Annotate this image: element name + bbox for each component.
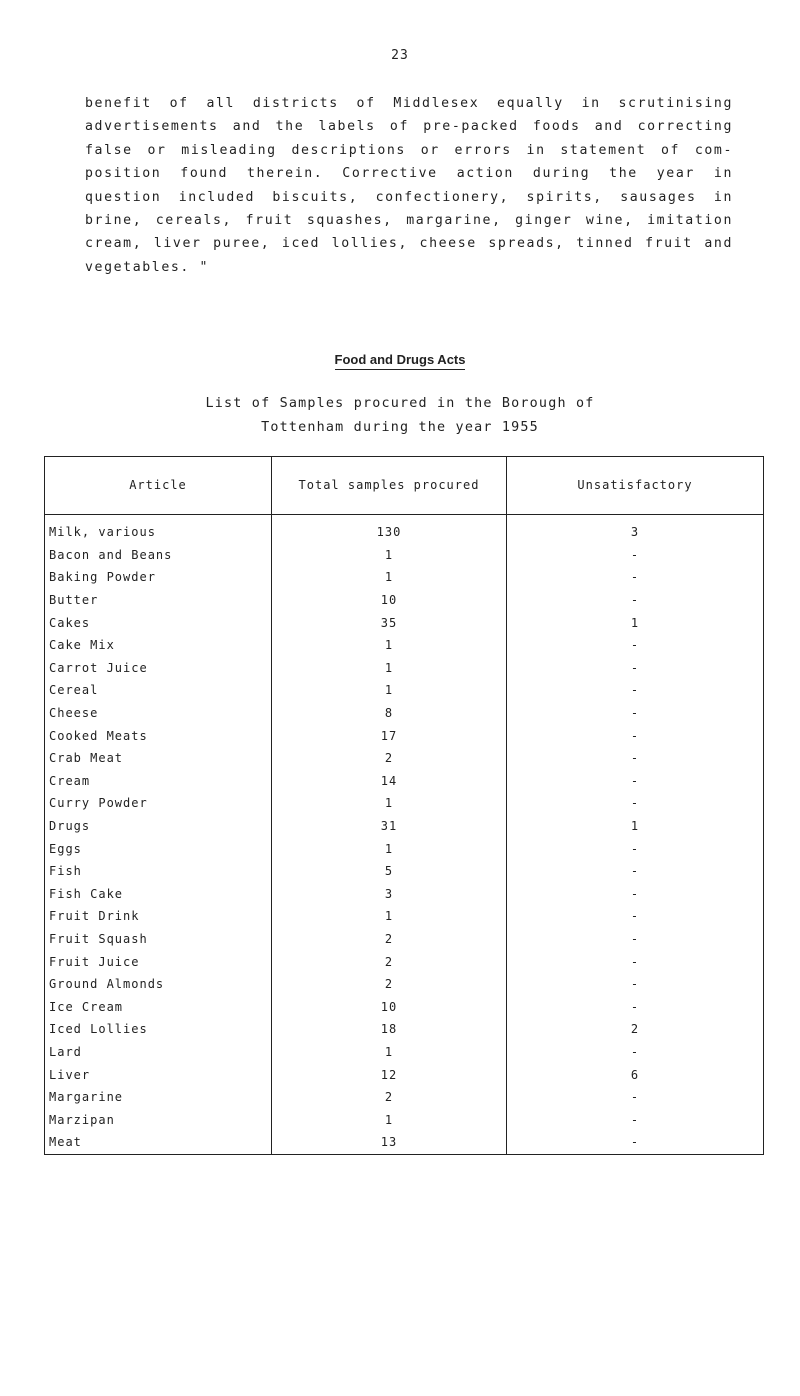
table-header-row <box>45 457 764 515</box>
article-cell: Ground Almonds <box>45 973 272 996</box>
total-samples-cell: 2 <box>272 747 507 770</box>
unsatisfactory-cell: 3 <box>507 515 764 544</box>
article-cell: Drugs <box>45 815 272 838</box>
unsatisfactory-cell: - <box>507 634 764 657</box>
article-cell: Lard <box>45 1041 272 1064</box>
unsatisfactory-cell: - <box>507 1086 764 1109</box>
table-row <box>45 747 764 770</box>
total-samples-cell: 18 <box>272 1018 507 1041</box>
table-row <box>45 1041 764 1064</box>
table-row <box>45 883 764 906</box>
unsatisfactory-cell: - <box>507 657 764 680</box>
total-samples-cell: 8 <box>272 702 507 725</box>
unsatisfactory-cell: - <box>507 770 764 793</box>
article-cell: Fruit Juice <box>45 950 272 973</box>
article-cell: Curry Powder <box>45 792 272 815</box>
table-row <box>45 515 764 544</box>
article-cell: Cereal <box>45 679 272 702</box>
table-row <box>45 702 764 725</box>
total-samples-cell: 2 <box>272 1086 507 1109</box>
unsatisfactory-cell: - <box>507 928 764 951</box>
article-cell: Cake Mix <box>45 634 272 657</box>
article-cell: Liver <box>45 1063 272 1086</box>
header-unsatisfactory: Unsatisfactory <box>507 457 764 515</box>
table-row <box>45 995 764 1018</box>
article-cell: Ice Cream <box>45 995 272 1018</box>
total-samples-cell: 130 <box>272 515 507 544</box>
article-cell: Fruit Squash <box>45 928 272 951</box>
article-cell: Meat <box>45 1131 272 1154</box>
intro-paragraph: benefit of all districts of Middlesex equally in scrutinising advertisements and the labels of pre-packed foods and correcting false or misleading descriptions or errors in statement of com- position found therein. Corrective action during the year in question included biscuits, confectionery, spirits, sausages in brine, cereals, fruit squashes, margarine, ginger wine, imitation cream, liver puree, iced lollies, cheese spreads, tinned fruit and vegetables. " <box>85 96 733 275</box>
total-samples-cell: 10 <box>272 995 507 1018</box>
article-cell: Milk, various <box>45 515 272 544</box>
total-samples-cell: 2 <box>272 973 507 996</box>
unsatisfactory-cell: - <box>507 589 764 612</box>
header-total-samples: Total samples procured <box>272 457 507 515</box>
section-heading-text: Food and Drugs Acts <box>335 352 466 370</box>
unsatisfactory-cell: 2 <box>507 1018 764 1041</box>
article-cell: Fruit Drink <box>45 905 272 928</box>
page-number: 23 <box>391 48 409 63</box>
total-samples-cell: 5 <box>272 860 507 883</box>
total-samples-cell: 2 <box>272 950 507 973</box>
total-samples-cell: 1 <box>272 679 507 702</box>
unsatisfactory-cell: - <box>507 792 764 815</box>
unsatisfactory-cell: 6 <box>507 1063 764 1086</box>
table-body <box>45 515 764 1155</box>
total-samples-cell: 13 <box>272 1131 507 1154</box>
table-row <box>45 1063 764 1086</box>
article-cell: Baking Powder <box>45 566 272 589</box>
unsatisfactory-cell: - <box>507 544 764 567</box>
unsatisfactory-cell: 1 <box>507 611 764 634</box>
caption-line-2: Tottenham during the year 1955 <box>261 420 539 435</box>
unsatisfactory-cell: - <box>507 883 764 906</box>
table-row <box>45 905 764 928</box>
table-row <box>45 724 764 747</box>
article-cell: Marzipan <box>45 1108 272 1131</box>
total-samples-cell: 1 <box>272 657 507 680</box>
unsatisfactory-cell: - <box>507 837 764 860</box>
article-cell: Cheese <box>45 702 272 725</box>
total-samples-cell: 1 <box>272 837 507 860</box>
unsatisfactory-cell: - <box>507 860 764 883</box>
table-row <box>45 1108 764 1131</box>
table-row <box>45 815 764 838</box>
table-row <box>45 679 764 702</box>
unsatisfactory-cell: - <box>507 724 764 747</box>
total-samples-cell: 3 <box>272 883 507 906</box>
article-cell: Iced Lollies <box>45 1018 272 1041</box>
table-row <box>45 1018 764 1041</box>
table-row <box>45 973 764 996</box>
total-samples-cell: 31 <box>272 815 507 838</box>
article-cell: Crab Meat <box>45 747 272 770</box>
article-cell: Cream <box>45 770 272 793</box>
unsatisfactory-cell: - <box>507 905 764 928</box>
table-row <box>45 611 764 634</box>
unsatisfactory-cell: - <box>507 1108 764 1131</box>
table-row <box>45 928 764 951</box>
total-samples-cell: 12 <box>272 1063 507 1086</box>
article-cell: Bacon and Beans <box>45 544 272 567</box>
unsatisfactory-cell: - <box>507 747 764 770</box>
samples-table <box>44 456 764 1155</box>
total-samples-cell: 1 <box>272 544 507 567</box>
header-article: Article <box>45 457 272 515</box>
article-cell: Cakes <box>45 611 272 634</box>
article-cell: Eggs <box>45 837 272 860</box>
unsatisfactory-cell: - <box>507 566 764 589</box>
table-row <box>45 770 764 793</box>
unsatisfactory-cell: - <box>507 950 764 973</box>
section-heading <box>0 352 800 367</box>
table-caption <box>0 392 800 440</box>
table-row <box>45 860 764 883</box>
table-row <box>45 544 764 567</box>
total-samples-cell: 10 <box>272 589 507 612</box>
article-cell: Fish <box>45 860 272 883</box>
table-row <box>45 634 764 657</box>
unsatisfactory-cell: - <box>507 1131 764 1154</box>
table-row <box>45 837 764 860</box>
total-samples-cell: 2 <box>272 928 507 951</box>
table-row <box>45 1086 764 1109</box>
unsatisfactory-cell: - <box>507 995 764 1018</box>
table-row <box>45 657 764 680</box>
article-cell: Margarine <box>45 1086 272 1109</box>
article-cell: Carrot Juice <box>45 657 272 680</box>
total-samples-cell: 1 <box>272 1108 507 1131</box>
article-cell: Butter <box>45 589 272 612</box>
total-samples-cell: 1 <box>272 566 507 589</box>
table-row <box>45 792 764 815</box>
total-samples-cell: 1 <box>272 634 507 657</box>
caption-line-1: List of Samples procured in the Borough of <box>205 396 595 411</box>
table-row <box>45 589 764 612</box>
unsatisfactory-cell: - <box>507 702 764 725</box>
table-row <box>45 950 764 973</box>
unsatisfactory-cell: - <box>507 679 764 702</box>
unsatisfactory-cell: - <box>507 973 764 996</box>
unsatisfactory-cell: - <box>507 1041 764 1064</box>
total-samples-cell: 17 <box>272 724 507 747</box>
unsatisfactory-cell: 1 <box>507 815 764 838</box>
article-cell: Fish Cake <box>45 883 272 906</box>
total-samples-cell: 1 <box>272 1041 507 1064</box>
total-samples-cell: 1 <box>272 792 507 815</box>
total-samples-cell: 1 <box>272 905 507 928</box>
total-samples-cell: 14 <box>272 770 507 793</box>
article-cell: Cooked Meats <box>45 724 272 747</box>
table-row <box>45 566 764 589</box>
total-samples-cell: 35 <box>272 611 507 634</box>
table-row <box>45 1131 764 1154</box>
